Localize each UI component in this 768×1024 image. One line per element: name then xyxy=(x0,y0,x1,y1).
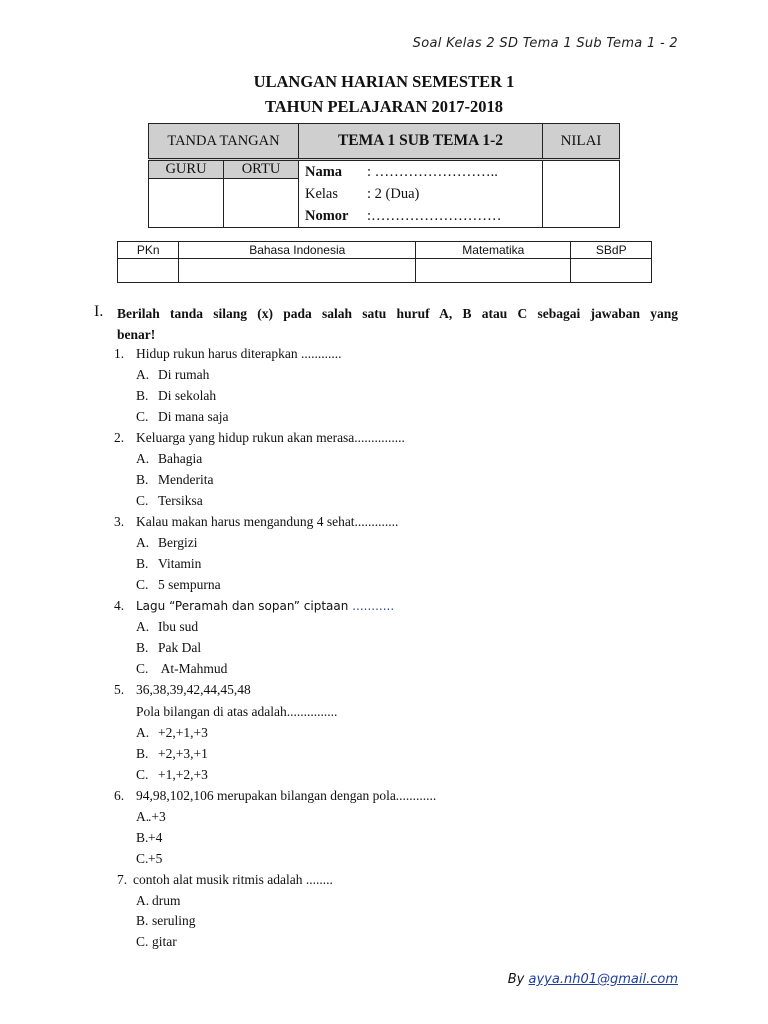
footer-credit xyxy=(508,972,678,987)
option-letter: C. xyxy=(136,851,149,866)
question-text: Hidup rukun harus diterapkan ............ xyxy=(136,346,342,361)
subject-table xyxy=(117,241,652,283)
question-dots: ........... xyxy=(348,599,395,613)
kelas-value: : 2 (Dua) xyxy=(367,186,420,202)
guru-header: GURU xyxy=(149,160,224,179)
option-text: +2,+3,+1 xyxy=(158,746,208,761)
identity-table xyxy=(148,123,620,228)
option-letter: A. xyxy=(136,893,150,908)
footer-by: By xyxy=(507,972,525,987)
score-box-matematika[interactable] xyxy=(416,259,571,283)
nama-label: Nama xyxy=(305,164,343,180)
question-number: 5. xyxy=(114,682,125,697)
section-number: I. xyxy=(94,303,104,320)
option-letter: C. xyxy=(136,767,149,782)
option-letter: C. xyxy=(136,661,149,676)
question-text: 94,98,102,106 merupakan bilangan dengan pola............ xyxy=(136,788,437,803)
question-text: Lagu “Peramah dan sopan” ciptaan xyxy=(136,599,349,613)
question-number: 2. xyxy=(114,430,125,445)
option-letter: C. xyxy=(136,577,149,592)
option-text: Bergizi xyxy=(158,535,198,550)
option-text: Vitamin xyxy=(158,556,202,571)
option-text: .+3 xyxy=(148,809,166,824)
nama-field[interactable]: : …………………….. xyxy=(367,164,498,180)
option-text: seruling xyxy=(152,913,196,928)
section-instruction xyxy=(94,303,678,345)
option-text: Ibu sud xyxy=(158,619,199,634)
question-text: Pola bilangan di atas adalah............... xyxy=(136,704,338,719)
option-letter: B. xyxy=(136,830,149,845)
option-text: +5 xyxy=(148,851,163,866)
ortu-header: ORTU xyxy=(224,160,299,179)
nilai-box[interactable] xyxy=(543,160,620,228)
question-text: 36,38,39,42,44,45,48 xyxy=(136,682,251,697)
option-text: At-Mahmud xyxy=(158,661,228,676)
score-box-sbdp[interactable] xyxy=(571,259,652,283)
tema-header: TEMA 1 SUB TEMA 1-2 xyxy=(299,124,543,160)
option-letter: A. xyxy=(136,619,150,634)
footer-email-link[interactable]: ayya.nh01@gmail.com xyxy=(528,972,678,987)
option-text: +1,+2,+3 xyxy=(158,767,208,782)
nilai-header: NILAI xyxy=(543,124,620,160)
exam-title: ULANGAN HARIAN SEMESTER 1 xyxy=(253,72,515,91)
tanda-tangan-header: TANDA TANGAN xyxy=(149,124,299,160)
question-number: 4. xyxy=(114,598,125,613)
option-text: Di mana saja xyxy=(158,409,229,424)
option-letter: A. xyxy=(136,809,150,824)
option-letter: A. xyxy=(136,451,150,466)
ortu-signature-box[interactable] xyxy=(224,179,299,228)
question-text: Keluarga yang hidup rukun akan merasa............... xyxy=(136,430,405,445)
guru-signature-box[interactable] xyxy=(149,179,224,228)
option-letter: A. xyxy=(136,367,150,382)
option-text: gitar xyxy=(152,934,177,949)
question-number: 1. xyxy=(114,346,125,361)
nomor-label: Nomor xyxy=(305,208,349,224)
option-letter: C. xyxy=(136,409,149,424)
option-letter: B. xyxy=(136,472,149,487)
option-letter: A. xyxy=(136,725,150,740)
option-letter: B. xyxy=(136,640,149,655)
instruction-line-2: benar! xyxy=(117,327,156,342)
option-text: 5 sempurna xyxy=(158,577,221,592)
option-letter: B. xyxy=(136,388,149,403)
option-text: +4 xyxy=(148,830,163,845)
option-letter: A. xyxy=(136,535,150,550)
instruction-line-1: Berilah tanda silang (x) pada salah satu huruf A, B atau C sebagai jawaban yang xyxy=(117,306,678,321)
option-letter: B. xyxy=(136,913,149,928)
subject-sbdp: SBdP xyxy=(571,242,652,259)
option-letter: B. xyxy=(136,556,149,571)
option-text: +2,+1,+3 xyxy=(158,725,208,740)
header-note: Soal Kelas 2 SD Tema 1 Sub Tema 1 - 2 xyxy=(412,36,678,51)
option-text: Di rumah xyxy=(158,367,210,382)
option-text: Tersiksa xyxy=(158,493,203,508)
school-year-title: TAHUN PELAJARAN 2017-2018 xyxy=(264,97,504,116)
score-box-bahasa-indonesia[interactable] xyxy=(179,259,416,283)
subject-bahasa-indonesia: Bahasa Indonesia xyxy=(179,242,416,259)
option-text: Di sekolah xyxy=(158,388,217,403)
option-text: Pak Dal xyxy=(158,640,202,655)
question-number: 7. xyxy=(117,872,128,887)
kelas-label: Kelas xyxy=(305,186,339,202)
student-info xyxy=(299,160,543,228)
question-text: Kalau makan harus mengandung 4 sehat............. xyxy=(136,514,399,529)
question-number: 3. xyxy=(114,514,125,529)
subject-matematika: Matematika xyxy=(416,242,571,259)
subject-pkn: PKn xyxy=(118,242,179,259)
option-letter: C. xyxy=(136,934,149,949)
question-text: contoh alat musik ritmis adalah ........ xyxy=(133,872,333,887)
score-box-pkn[interactable] xyxy=(118,259,179,283)
option-letter: B. xyxy=(136,746,149,761)
option-letter: C. xyxy=(136,493,149,508)
question-number: 6. xyxy=(114,788,125,803)
nomor-field[interactable]: :……………………… xyxy=(367,208,502,224)
option-text: Bahagia xyxy=(158,451,203,466)
option-text: Menderita xyxy=(158,472,214,487)
option-text: drum xyxy=(152,893,181,908)
